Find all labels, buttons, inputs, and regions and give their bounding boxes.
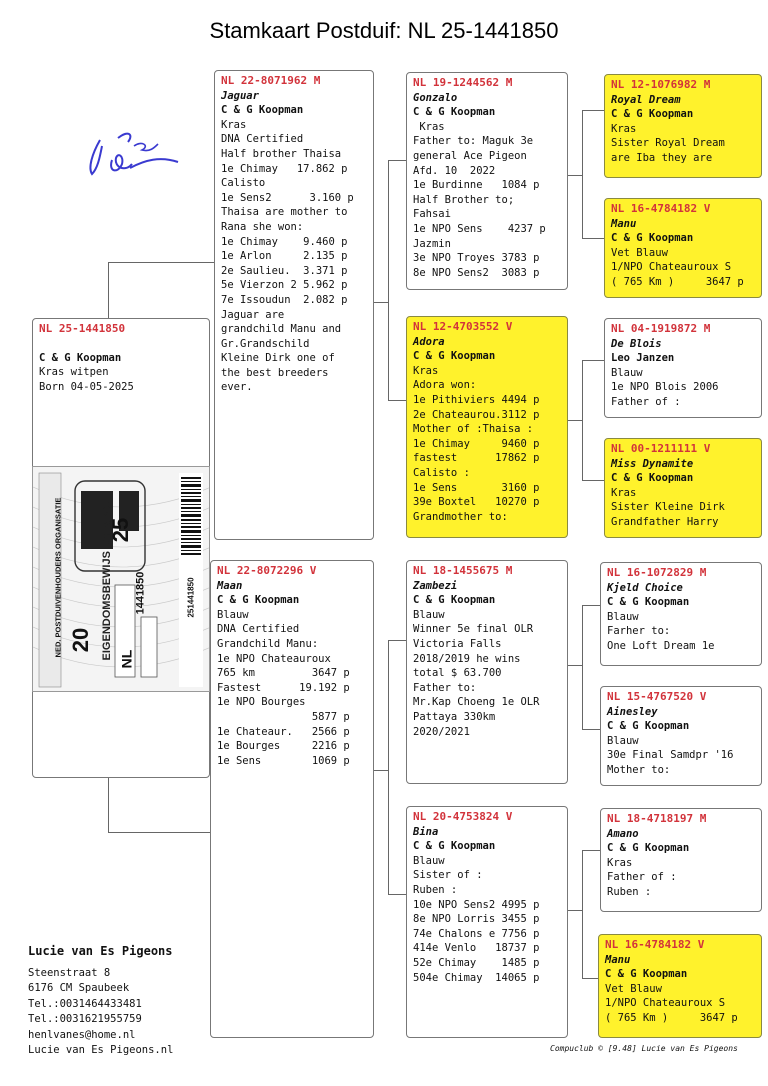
card-line: 5e Vierzon 2 5.962 p [221,279,348,292]
ring-card-number: 1441850 [134,571,147,615]
connector [388,160,406,161]
website: Lucie van Es Pigeons.nl [28,1044,174,1056]
great-granddam-1-card [604,198,762,298]
connector [374,770,388,771]
phone: Tel.:0031621955759 [28,1013,142,1025]
card-line: ever. [221,381,253,394]
card-line: 1e Sens 3160 p [413,481,540,494]
card-line: Kras [607,856,633,869]
pigeon-name: Bina [413,825,439,838]
card-line: 1/NPO Chateauroux S [605,997,726,1010]
card-line: Grandchild Manu: [217,637,319,650]
great-grandsire-1-card [604,74,762,178]
card-line: Jaguar are [221,308,285,321]
card-line: DNA Certified [221,133,304,146]
card-line: One Loft Dream 1e [607,639,715,652]
card-line: Sister Royal Dream [611,137,725,150]
great-grandsire-2-card [604,318,762,418]
connector [568,175,582,176]
card-line: Adora won: [413,379,477,392]
card-line: Mother to: [607,763,671,776]
connector [108,778,109,832]
pigeon-name: Manu [611,217,637,230]
card-line: Born 04-05-2025 [39,380,134,393]
card-line: 1e Burdinne 1084 p [413,179,540,192]
ring-number: NL 18-4718197 M [607,812,707,825]
ring-number: NL 00-1211111 V [611,442,711,455]
card-line: Calisto [221,177,266,190]
card-line: 30e Final Samdpr '16 [607,749,734,762]
signature [70,112,190,192]
card-line: Kras [413,120,445,133]
ring-card-year-a: 20 [68,627,94,653]
ring-number: NL 20-4753824 V [413,810,513,823]
card-line: 1e Chimay 9460 p [413,437,540,450]
card-line: Half brother Thaisa [221,147,342,160]
pigeon-name: Adora [413,335,445,348]
card-line: grandchild Manu and [221,323,342,336]
card-line: Sister of : [413,869,483,882]
pigeon-name: Maan [217,579,243,592]
connector [582,480,604,481]
connector [108,832,214,833]
card-line: 8e NPO Lorris 3455 p [413,913,540,926]
connector [374,302,388,303]
great-granddam-2-card [604,438,762,538]
breeder-contact [28,944,248,1059]
card-line: Rana she won: [221,220,304,233]
card-line: Ruben : [607,885,652,898]
card-line: Victoria Falls [413,637,502,650]
connector [582,110,583,238]
ring-ownership-card [32,466,210,692]
card-line: ( 765 Km ) 3647 p [611,275,744,288]
breeder: C & G Koopman [611,108,694,121]
connector [568,420,582,421]
pigeon-name: Zambezi [413,579,458,592]
card-line: Vet Blauw [605,982,662,995]
sire-card [214,70,374,540]
card-line: Fahsai [413,208,451,221]
connector [388,894,406,895]
ring-card-header: EIGENDOMSBEWIJS v/d RING [101,501,113,661]
ring-number: NL 19-1244562 M [413,76,513,89]
grandsire-2-card [406,560,568,784]
ring-number: NL 16-1072829 M [607,566,707,579]
card-line: 2e Saulieu. 3.371 p [221,264,348,277]
card-line: 1e NPO Bourges [217,696,306,709]
card-line: Kleine Dirk one of [221,352,335,365]
connector [108,262,109,318]
breeder: C & G Koopman [413,106,496,119]
breeder: C & G Koopman [611,232,694,245]
card-line: 8e NPO Sens2 3083 p [413,266,540,279]
ring-number: NL 15-4767520 V [607,690,707,703]
breeder: C & G Koopman [413,594,496,607]
connector [388,400,406,401]
card-line: 504e Chimay 14065 p [413,971,540,984]
breeder: C & G Koopman [39,351,122,364]
card-line: Kras [611,486,637,499]
card-line: Blauw [413,608,445,621]
page-title: Stamkaart Postduif: NL 25-1441850 [209,18,559,43]
card-line: fastest 17862 p [413,452,540,465]
software-credit: Compuclub © [9.48] Lucie van Es Pigeons [550,1044,738,1053]
connector [582,110,604,111]
card-line: Blauw [217,608,249,621]
card-line: Grandmother to: [413,510,508,523]
card-line: Blauw [607,610,639,623]
connector [388,640,406,641]
card-line: Farher to: [607,625,671,638]
granddam-2-card [406,806,568,1038]
card-line: Ruben : [413,883,458,896]
granddam-1-card [406,316,568,538]
card-line: Grandfather Harry [611,515,719,528]
card-line: Mother of :Thaisa : [413,423,534,436]
connector [582,850,583,978]
card-line: Calisto : [413,466,470,479]
great-grandsire-4-card [600,808,762,912]
great-granddam-4-card [598,934,762,1038]
address-line: 6176 CM Spaubeek [28,982,130,994]
ring-number: NL 22-8072296 V [217,564,317,577]
pigeon-name: Miss Dynamite [611,457,694,470]
ring-card-barcode-number: 251441850 [186,577,196,618]
card-line: 1e NPO Sens 4237 p [413,222,546,235]
ring-card-org: NED. POSTDUIVENHOUDERS ORGANISATIE [53,497,63,658]
card-line: 10e NPO Sens2 4995 p [413,898,540,911]
connector [582,238,604,239]
card-line: Vet Blauw [611,246,668,259]
card-line: 2e Chateaurou.3112 p [413,408,540,421]
card-line: DNA Certified [217,623,300,636]
card-line: Afd. 10 2022 [413,164,496,177]
card-line: Kras witpen [39,366,109,379]
card-line: 7e Issoudun 2.082 p [221,293,348,306]
card-line: Kras [221,118,247,131]
card-line: 39e Boxtel 10270 p [413,496,540,509]
card-line: Father to: [413,681,477,694]
connector [568,910,582,911]
phone: Tel.:0031464433481 [28,997,142,1010]
card-line: 1/NPO Chateauroux S [611,261,732,274]
pigeon-name: Amano [607,827,639,840]
connector [582,360,583,480]
ring-number: NL 04-1919872 M [611,322,711,335]
card-line: the best breeders [221,366,329,379]
card-line: 2020/2021 [413,725,470,738]
card-line: Sister Kleine Dirk [611,501,725,514]
connector [582,605,583,729]
pigeon-name: Manu [605,953,631,966]
card-line: Half Brother to; [413,193,515,206]
breeder: C & G Koopman [217,594,300,607]
card-line: Father of : [611,395,681,408]
card-line: Thaisa are mother to [221,206,348,219]
ring-number: NL 22-8071962 M [221,74,321,87]
connector [582,360,604,361]
card-line: Winner 5e final OLR [413,623,534,636]
ring-card-country: NL [118,649,135,669]
address-line: Steenstraat 8 [28,966,111,979]
connector [568,665,582,666]
card-line: 1e Chimay 17.862 p [221,162,348,175]
card-line: 1e Pithiviers 4494 p [413,393,540,406]
pigeon-name: Kjeld Choice [607,581,683,594]
pigeon-name: Ainesley [607,705,658,718]
ring-number: NL 18-1455675 M [413,564,513,577]
card-line: 2018/2019 he wins [413,652,521,665]
card-line: total $ 63.700 [413,667,502,680]
card-line: Blauw [607,734,639,747]
card-line: are Iba they are [611,151,713,164]
connector [108,262,214,263]
card-line: Father of : [607,871,677,884]
card-line: 1e Sens2 3.160 p [221,191,354,204]
card-line: 1e Arlon 2.135 p [221,250,348,263]
card-line: 1e NPO Chateauroux [217,652,331,665]
card-line: 1e Chimay 9.460 p [221,235,348,248]
card-line: 1e Chateaur. 2566 p [217,725,350,738]
card-line: 414e Venlo 18737 p [413,942,540,955]
email: henlvanes@home.nl [28,1028,136,1041]
card-line: 5877 p [217,710,350,723]
grandsire-1-card [406,72,568,290]
breeder: C & G Koopman [607,596,690,609]
card-line: 3e NPO Troyes 3783 p [413,252,540,265]
breeder: C & G Koopman [605,968,688,981]
card-line: general Ace Pigeon [413,149,527,162]
card-line: 1e Sens 1069 p [217,754,350,767]
pigeon-name: De Blois [611,337,662,350]
great-grandsire-3-card [600,562,762,666]
breeder: C & G Koopman [607,720,690,733]
card-line: Father to: Maguk 3e [413,135,534,148]
pigeon-name: Jaguar [221,89,259,102]
card-line: 74e Chalons e 7756 p [413,927,540,940]
breeder: C & G Koopman [607,842,690,855]
breeder: C & G Koopman [413,350,496,363]
card-line: 52e Chimay 1485 p [413,956,540,969]
connector [388,640,389,894]
card-line: Kras [413,364,439,377]
pigeon-name: Gonzalo [413,91,458,104]
great-granddam-3-card [600,686,762,786]
breeder: C & G Koopman [611,472,694,485]
card-line: 1e Bourges 2216 p [217,740,350,753]
card-line: Mr.Kap Choeng 1e OLR [413,696,540,709]
card-line: Pattaya 330km [413,710,496,723]
ring-number: NL 12-1076982 M [611,78,711,91]
card-line: 1e NPO Blois 2006 [611,381,719,394]
ring-card-year-b: 25 [108,517,134,543]
card-line: Blauw [611,366,643,379]
ring-number: NL 12-4703552 V [413,320,513,333]
ring-number: NL 16-4784182 V [605,938,705,951]
card-line: ( 765 Km ) 3647 p [605,1011,738,1024]
pigeon-name: Royal Dream [611,93,681,106]
breeder: Leo Janzen [611,352,675,365]
connector [388,160,389,400]
card-line: Jazmin [413,237,451,250]
breeder: C & G Koopman [221,104,304,117]
card-line: Fastest 19.192 p [217,681,350,694]
card-line: Gr.Grandschild [221,337,310,350]
company-name: Lucie van Es Pigeons [28,944,173,958]
ring-number: NL 16-4784182 V [611,202,711,215]
card-line: 765 km 3647 p [217,667,350,680]
card-line: Kras [611,122,637,135]
ring-number: NL 25-1441850 [39,322,126,335]
breeder: C & G Koopman [413,840,496,853]
card-line: Blauw [413,854,445,867]
